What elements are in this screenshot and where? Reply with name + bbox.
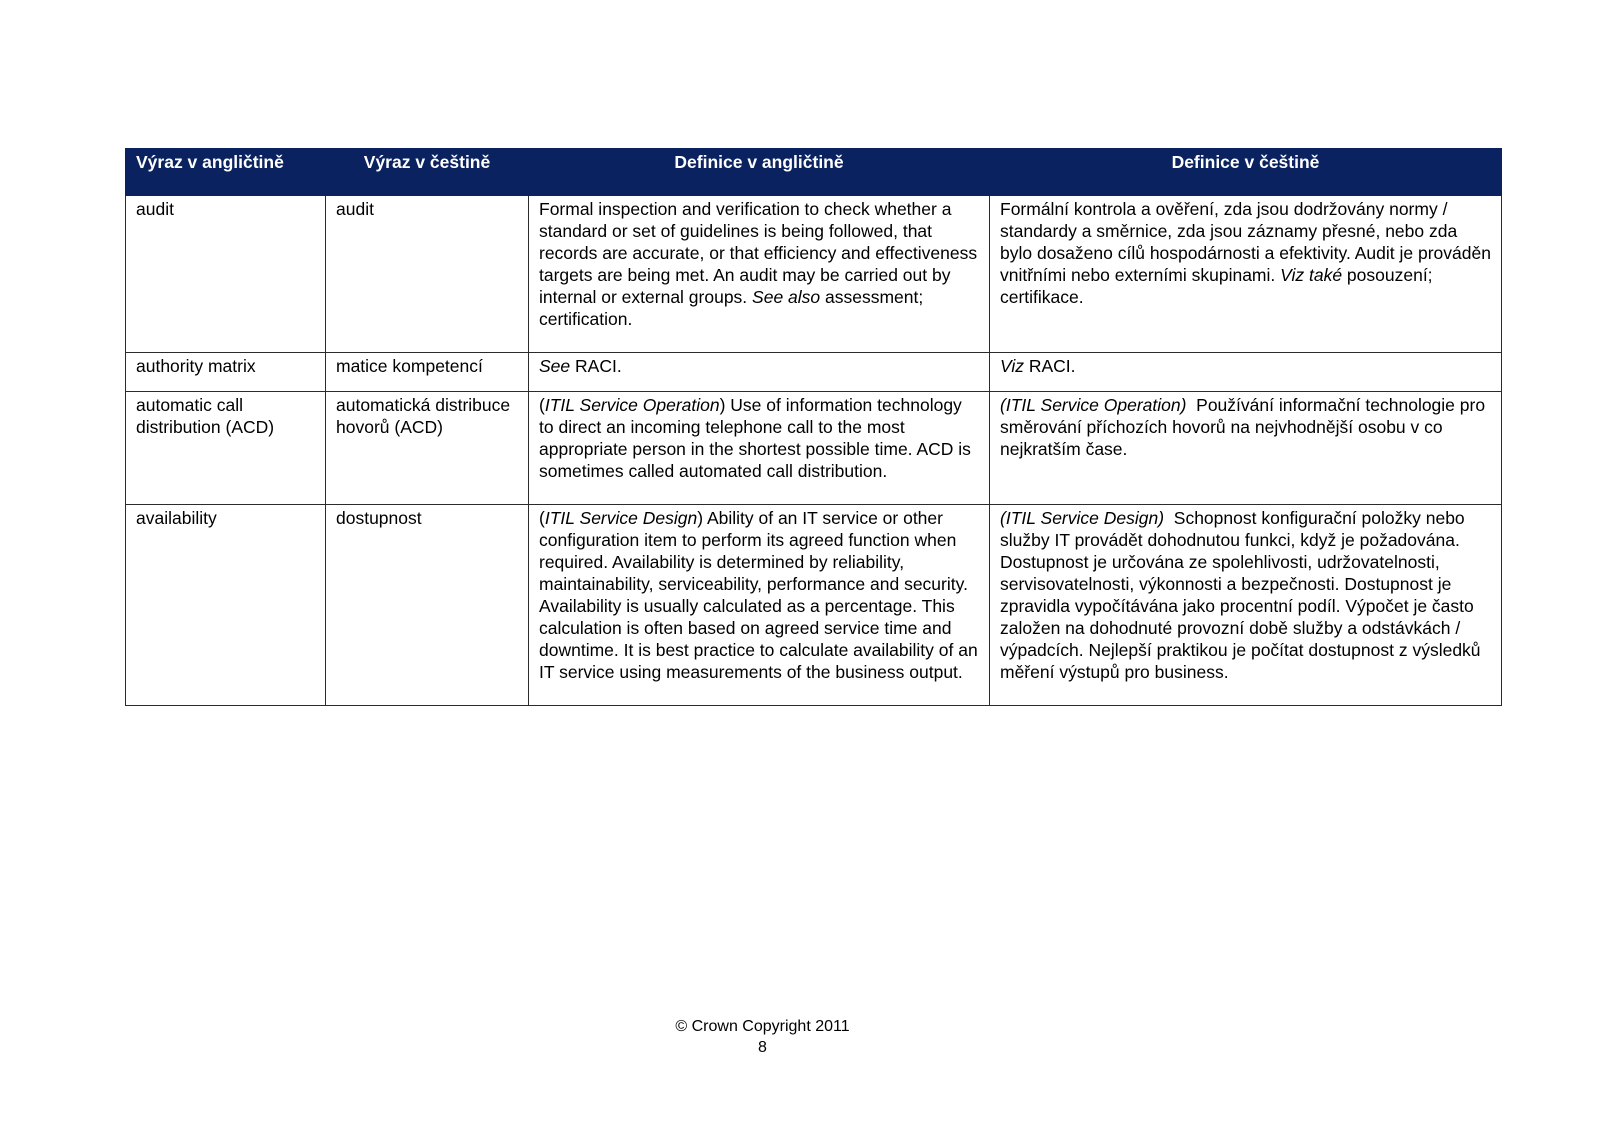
table-row-audit [126,196,1502,353]
table-row-availability [126,505,1502,706]
table-header-row [126,149,1502,196]
glossary-table [125,148,1502,706]
see-also-label: Viz také [1280,265,1343,285]
see-also-refs: assessment; certification. [539,287,924,329]
term-cs-cell: automatická distribuce hovorů (ACD) [326,392,529,505]
term-en-cell: availability [126,505,326,706]
term-en-cell: automatic call distribution (ACD) [126,392,326,505]
def-en-cell [529,196,990,353]
publication-ref: ITIL Service Design [544,508,698,528]
def-cs-cell [990,392,1502,505]
see-label: See [539,356,571,376]
see-refs: RACI. [570,356,622,376]
term-cs-cell: audit [326,196,529,353]
def-en-cell [529,353,990,392]
def-cs-cell [990,353,1502,392]
see-label: Viz [1000,356,1024,376]
header-term-en: Výraz v angličtině [126,149,326,196]
see-also-refs: posouzení; certifikace. [1000,265,1433,307]
def-cs-cell [990,196,1502,353]
table-row-authority-matrix [126,353,1502,392]
publication-ref: ITIL Service Operation [544,395,720,415]
term-cs-cell: matice kompetencí [326,353,529,392]
def-cs-cell [990,505,1502,706]
page-footer [0,1016,1525,1058]
term-en-cell: authority matrix [126,353,326,392]
term-cs-cell: dostupnost [326,505,529,706]
publication-ref: (ITIL Service Operation) [1000,395,1187,415]
publication-ref: (ITIL Service Design) [1000,508,1165,528]
term-en-cell: audit [126,196,326,353]
def-text: Formální kontrola a ověření, zda jsou dodržovány normy / standardy a směrnice, zda jsou záznamy přesné, nebo zda bylo dosaženo cílů hospodárnosti a efektivity. Audit je prováděn vnitřními nebo externími skupinami. [1000,199,1491,285]
def-en-cell [529,505,990,706]
def-text: Formal inspection and verification to check whether a standard or set of guidelines is being followed, that records are accurate, or that efficiency and effectiveness targets are being met. An audit may be carried out by internal or external groups. [539,199,978,307]
def-en-cell [529,392,990,505]
header-def-en: Definice v angličtině [529,149,990,196]
open-paren: ( [539,395,545,415]
see-refs: RACI. [1024,356,1076,376]
page-number: 8 [758,1039,767,1056]
copyright-notice: © Crown Copyright 2011 [675,1018,850,1035]
def-text: ) Ability of an IT service or other configuration item to perform its agreed function when required. Availability is determined by reliability, maintainability, serviceability, performance and security. Availability is usually calculated as a percentage. This calculation is often based on agreed service time and downtime. It is best practice to calculate availability of an IT service using measurements of the business output. [539,508,978,682]
def-text: Schopnost konfigurační položky nebo služby IT provádět dohodnutou funkci, když je požadována. Dostupnost je určována ze spolehlivosti, udržovatelnosti, servisovatelnosti, výkonnosti a bezpečnosti. Dostupnost je zpravidla vypočítávána jako procentní podíl. Výpočet je často založen na dohodnuté provozní době služby a odstávkách / výpadcích. Nejlepší praktikou je počítat dostupnost z výsledků měření výstupů pro business. [1000,508,1486,682]
table-row-acd [126,392,1502,505]
header-term-cs: Výraz v češtině [326,149,529,196]
see-also-label: See also [752,287,821,307]
def-text: ) Use of information technology to direct an incoming telephone call to the most appropriate person in the shortest possible time. ACD is sometimes called automated call distribution. [539,395,971,481]
def-text: Používání informační technologie pro směrování příchozích hovorů na nejvhodnější osobu v co nejkratším čase. [1000,395,1490,459]
header-def-cs: Definice v češtině [990,149,1502,196]
open-paren: ( [539,508,545,528]
